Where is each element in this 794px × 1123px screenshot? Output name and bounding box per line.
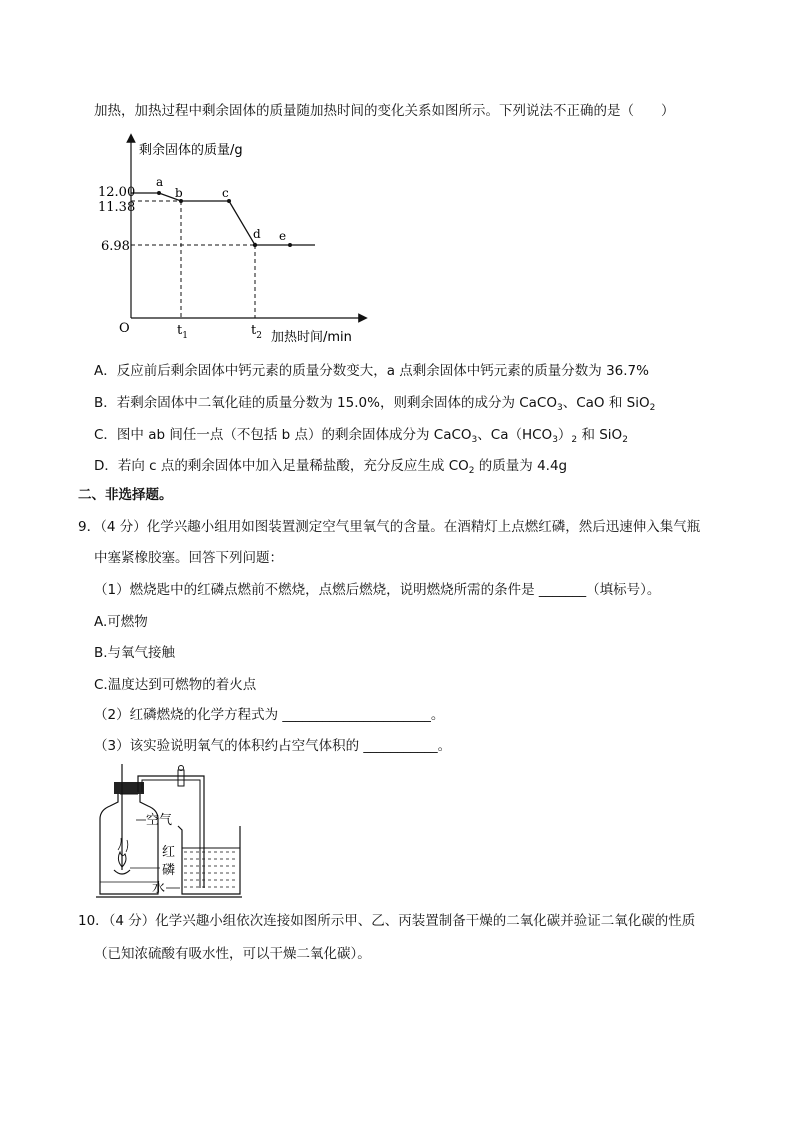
q9-stem-1: 9．（4 分）化学兴趣小组用如图装置测定空气里氧气的含量。在酒精灯上点燃红磷，然后迅速伸入集气瓶 — [78, 519, 701, 535]
q9-option-b: B.与氧气接触 — [94, 645, 176, 661]
y-axis-label: 剩余固体的质量/g — [139, 143, 243, 158]
q10-stem-2: （已知浓硫酸有吸水性，可以干燥二氧化碳）。 — [94, 946, 371, 962]
x-axis-label: 加热时间/min — [271, 330, 352, 345]
point-a — [157, 191, 161, 195]
q9-option-c: C.温度达到可燃物的着火点 — [94, 677, 257, 693]
label-b: b — [175, 186, 183, 200]
label-phosphorus: 磷 — [162, 863, 176, 878]
label-c: c — [222, 186, 229, 200]
q9-sub-2: （2）红磷燃烧的化学方程式为 ______________________。 — [94, 707, 445, 723]
q9-sub-3: （3）该实验说明氧气的体积约占空气体积的 ___________。 — [94, 738, 452, 754]
q9-option-a: A.可燃物 — [94, 614, 148, 630]
q8-stem: 加热，加热过程中剩余固体的质量随加热时间的变化关系如图所示。下列说法不正确的是（ ） — [94, 103, 675, 119]
rubber-stopper — [114, 782, 144, 794]
label-red: 红 — [162, 845, 176, 860]
gas-bottle — [100, 792, 158, 894]
q8-option-b: B．若剩余固体中二氧化硅的质量分数为 15.0%，则剩余固体的成分为 CaCO$_3$、CaO 和 SiO$_2$ — [94, 395, 656, 413]
label-d: d — [253, 227, 261, 241]
x-tick-t2: $t_2$ — [251, 323, 262, 341]
q10-stem-1: 10．（4 分）化学兴趣小组依次连接如图所示甲、乙、丙装置制备干燥的二氧化碳并验证二氧化碳的性质 — [78, 913, 696, 929]
y-tick-6-98: 6.98 — [101, 239, 130, 254]
point-e — [288, 243, 292, 247]
x-tick-t1: $t_1$ — [177, 323, 188, 341]
point-d — [253, 243, 257, 247]
spring-clamp — [178, 770, 184, 786]
label-a: a — [156, 175, 164, 189]
combustion-spoon — [114, 870, 130, 874]
q9-stem-2: 中塞紧橡胶塞。回答下列问题： — [94, 550, 283, 566]
oxygen-apparatus — [92, 764, 252, 900]
mass-time-graph — [95, 130, 375, 345]
beaker — [178, 826, 240, 894]
origin-label: O — [119, 321, 130, 336]
q9-sub-1: （1）燃烧匙中的红磷点燃前不燃烧，点燃后燃烧，说明燃烧所需的条件是 _______（填标号）。 — [94, 582, 661, 598]
section-title: 二、非选择题。 — [78, 487, 173, 503]
label-e: e — [279, 229, 287, 243]
label-air: 空气 — [146, 813, 173, 828]
q8-option-d: D．若向 c 点的剩余固体中加入足量稀盐酸，充分反应生成 $CO_2$ 的质量为 4.4g — [94, 458, 568, 476]
y-tick-11-38: 11.38 — [98, 200, 136, 215]
y-tick-12: 12.00 — [98, 185, 136, 200]
q8-option-a: A．反应前后剩余固体中钙元素的质量分数变大，a 点剩余固体中钙元素的质量分数为 36.7% — [94, 363, 649, 379]
label-water: 水 — [152, 881, 166, 896]
q8-option-c: C．图中 ab 间任一点（不包括 b 点）的剩余固体成分为 CaCO$_3$、$Ca(HCO_3)_2$ 和 SiO$_2$ — [94, 427, 628, 445]
mass-curve — [131, 193, 315, 245]
